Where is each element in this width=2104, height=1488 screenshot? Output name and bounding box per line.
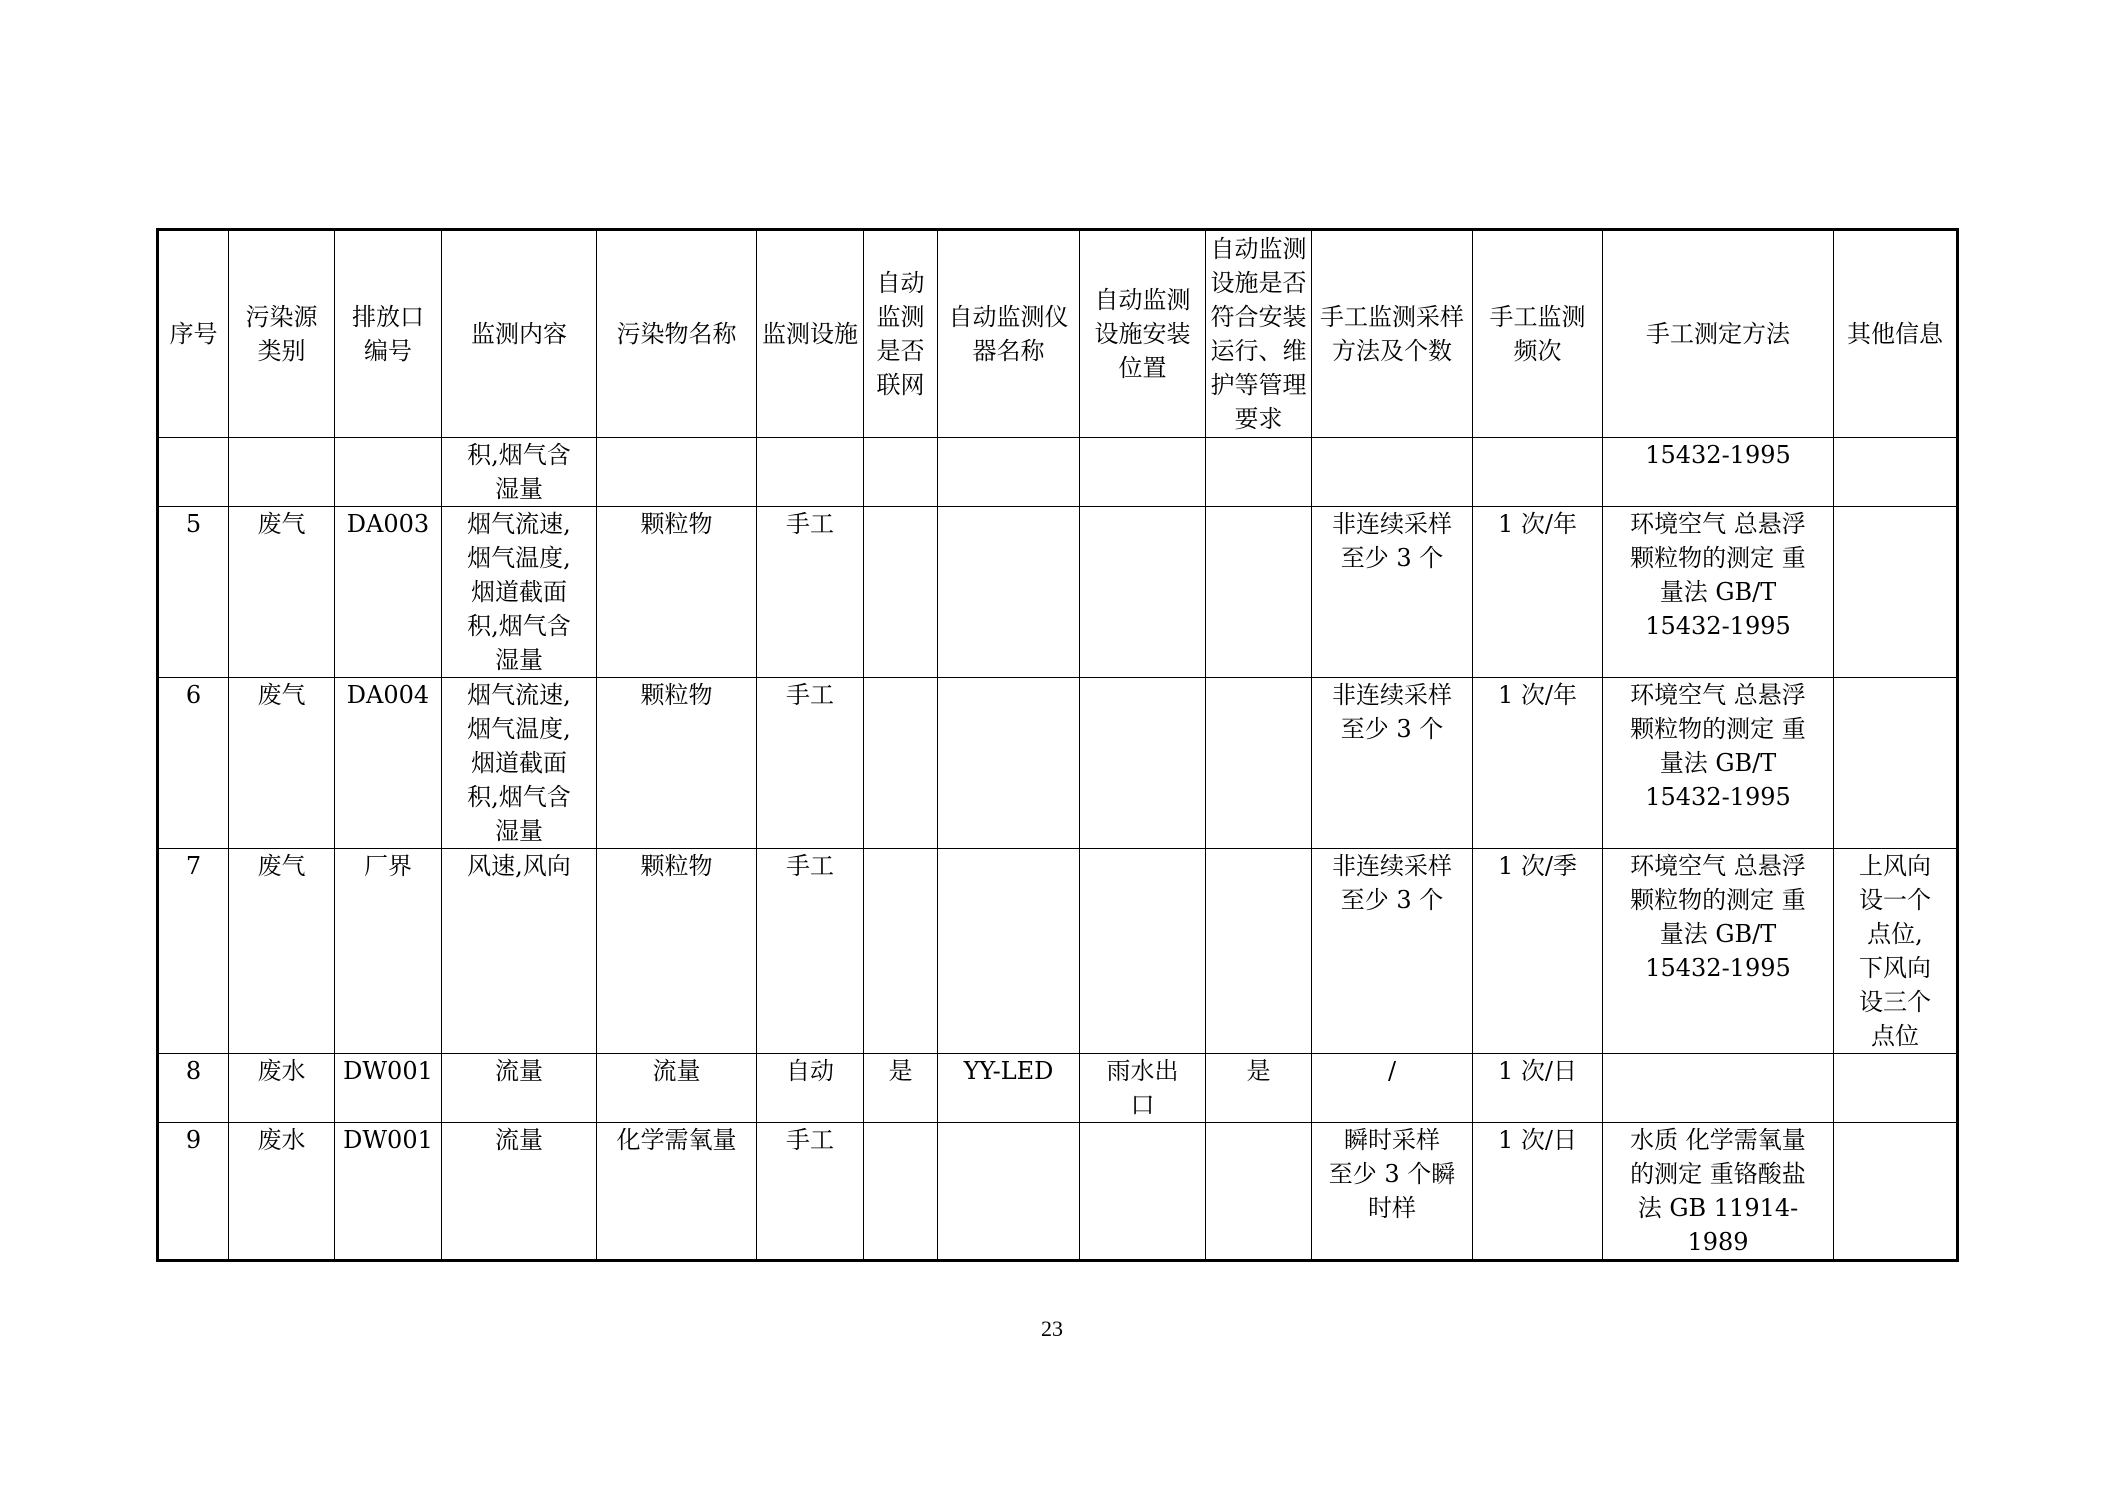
table-cell-text: 废气 bbox=[257, 681, 306, 709]
table-cell bbox=[442, 438, 597, 507]
monitoring-table bbox=[156, 228, 1959, 1262]
table-cell bbox=[335, 849, 442, 1054]
table-cell bbox=[1080, 1123, 1206, 1261]
column-header-label: 其他信息 bbox=[1847, 320, 1943, 348]
column-header bbox=[1834, 230, 1958, 438]
table-cell bbox=[1080, 438, 1206, 507]
table-cell bbox=[229, 678, 335, 849]
table-cell bbox=[757, 678, 864, 849]
table-cell bbox=[1473, 1054, 1603, 1123]
table-cell bbox=[1206, 678, 1312, 849]
table-cell-text: 环境空气 总悬浮 颗粒物的测定 重 量法 GB/T 15432-1995 bbox=[1630, 681, 1806, 811]
table-row bbox=[158, 507, 1958, 678]
table-cell-text: DA004 bbox=[346, 681, 430, 709]
table-cell-text: 烟气流速, 烟气温度, 烟道截面 积,烟气含 湿量 bbox=[467, 510, 571, 674]
table-cell bbox=[442, 678, 597, 849]
column-header bbox=[335, 230, 442, 438]
table-cell-text: 1 次/年 bbox=[1498, 681, 1577, 709]
table-cell-text: 上风向 设一个 点位, 下风向 设三个 点位 bbox=[1859, 852, 1931, 1050]
column-header-label: 手工测定方法 bbox=[1646, 320, 1790, 348]
table-cell bbox=[757, 438, 864, 507]
column-header-label: 自动监测 设施安装 位置 bbox=[1094, 286, 1191, 382]
table-cell bbox=[864, 507, 938, 678]
table-row bbox=[158, 438, 1958, 507]
table-cell-text: / bbox=[1387, 1057, 1397, 1085]
table-cell-text: 环境空气 总悬浮 颗粒物的测定 重 量法 GB/T 15432-1995 bbox=[1630, 510, 1806, 640]
table-cell-text: 颗粒物 bbox=[640, 510, 713, 538]
table-cell-text: 非连续采样 至少 3 个 bbox=[1332, 681, 1452, 743]
table-cell-text: 流量 bbox=[652, 1057, 701, 1085]
table-cell-text: 厂界 bbox=[364, 852, 412, 880]
table-cell-text: 废水 bbox=[257, 1126, 306, 1154]
column-header bbox=[1603, 230, 1834, 438]
table-cell-text: 7 bbox=[185, 852, 202, 880]
table-cell-text: DW001 bbox=[343, 1126, 433, 1154]
table-cell-text: 1 次/季 bbox=[1498, 852, 1577, 880]
table-cell-text: 水质 化学需氧量 的测定 重铬酸盐 法 GB 11914- 1989 bbox=[1630, 1126, 1806, 1256]
table-cell bbox=[864, 849, 938, 1054]
table-cell bbox=[597, 507, 757, 678]
table-cell bbox=[1080, 507, 1206, 678]
table-cell bbox=[229, 438, 335, 507]
column-header-label: 自动监测 设施是否 符合安装 运行、维 护等管理 要求 bbox=[1210, 235, 1307, 433]
table-cell-text: 瞬时采样 至少 3 个瞬 时样 bbox=[1328, 1126, 1456, 1222]
table-cell-text: 颗粒物 bbox=[640, 681, 713, 709]
table-cell bbox=[1834, 849, 1958, 1054]
table-cell-text: 15432-1995 bbox=[1645, 441, 1791, 469]
table-cell bbox=[1206, 507, 1312, 678]
table-cell bbox=[1206, 1123, 1312, 1261]
table-cell bbox=[1603, 1123, 1834, 1261]
table-cell-text: 9 bbox=[185, 1126, 202, 1154]
table-cell bbox=[597, 1054, 757, 1123]
table-cell bbox=[442, 849, 597, 1054]
table-cell bbox=[335, 507, 442, 678]
table-cell bbox=[1312, 678, 1473, 849]
table-cell bbox=[1080, 1054, 1206, 1123]
table-cell bbox=[1312, 507, 1473, 678]
column-header-label: 排放口 编号 bbox=[352, 303, 424, 365]
column-header bbox=[1206, 230, 1312, 438]
table-cell-text: 是 bbox=[888, 1057, 913, 1085]
column-header bbox=[938, 230, 1080, 438]
table-cell bbox=[335, 438, 442, 507]
table-cell bbox=[1473, 1123, 1603, 1261]
table-cell-text: DW001 bbox=[343, 1057, 433, 1085]
table-cell bbox=[229, 507, 335, 678]
table-cell-text: 自动 bbox=[786, 1057, 834, 1085]
table-cell bbox=[1473, 849, 1603, 1054]
table-cell bbox=[864, 1054, 938, 1123]
table-row bbox=[158, 678, 1958, 849]
table-cell bbox=[938, 1054, 1080, 1123]
table-cell bbox=[1206, 438, 1312, 507]
table-cell bbox=[158, 507, 229, 678]
column-header-label: 手工监测 频次 bbox=[1489, 303, 1586, 365]
table-cell-text: 手工 bbox=[786, 510, 834, 538]
table-cell bbox=[442, 1123, 597, 1261]
table-cell-text: 6 bbox=[185, 681, 202, 709]
table-cell bbox=[1834, 678, 1958, 849]
table-cell-text: 是 bbox=[1246, 1057, 1271, 1085]
table-row bbox=[158, 1054, 1958, 1123]
table-cell bbox=[1834, 1123, 1958, 1261]
column-header bbox=[597, 230, 757, 438]
table-cell-text: 化学需氧量 bbox=[616, 1126, 737, 1154]
table-cell bbox=[229, 1054, 335, 1123]
table-cell-text: 1 次/日 bbox=[1498, 1126, 1577, 1154]
table-cell bbox=[1312, 438, 1473, 507]
table-cell bbox=[1473, 678, 1603, 849]
table-cell-text: 流量 bbox=[495, 1126, 543, 1154]
table-cell bbox=[442, 1054, 597, 1123]
table-cell bbox=[229, 849, 335, 1054]
table-cell-text: 废水 bbox=[257, 1057, 306, 1085]
table-cell bbox=[757, 1123, 864, 1261]
table-cell bbox=[1834, 1054, 1958, 1123]
column-header-label: 序号 bbox=[169, 320, 218, 348]
column-header bbox=[1312, 230, 1473, 438]
column-header bbox=[158, 230, 229, 438]
table-cell bbox=[938, 1123, 1080, 1261]
table-cell bbox=[1603, 507, 1834, 678]
table-cell bbox=[158, 849, 229, 1054]
table-row bbox=[158, 849, 1958, 1054]
table-cell bbox=[158, 1123, 229, 1261]
table-cell bbox=[597, 438, 757, 507]
table-cell bbox=[597, 678, 757, 849]
column-header-label: 污染物名称 bbox=[616, 320, 737, 348]
column-header-label: 手工监测采样 方法及个数 bbox=[1320, 303, 1464, 365]
table-cell-text: 非连续采样 至少 3 个 bbox=[1332, 852, 1452, 914]
column-header-label: 监测设施 bbox=[762, 320, 858, 348]
table-cell-text: 风速,风向 bbox=[467, 852, 571, 880]
table-cell-text: 1 次/年 bbox=[1498, 510, 1577, 538]
table-cell bbox=[864, 678, 938, 849]
table-cell bbox=[335, 678, 442, 849]
table-cell bbox=[1312, 1054, 1473, 1123]
table-cell-text: 流量 bbox=[495, 1057, 543, 1085]
table-cell bbox=[1312, 849, 1473, 1054]
table-cell bbox=[1834, 438, 1958, 507]
column-header bbox=[442, 230, 597, 438]
column-header bbox=[1473, 230, 1603, 438]
table-cell bbox=[229, 1123, 335, 1261]
table-cell bbox=[938, 438, 1080, 507]
table-cell-text: 手工 bbox=[786, 681, 834, 709]
table-cell-text: 积,烟气含 湿量 bbox=[467, 441, 571, 503]
table-cell-text: 1 次/日 bbox=[1498, 1057, 1577, 1085]
table-cell bbox=[158, 678, 229, 849]
table-cell bbox=[1603, 438, 1834, 507]
table-body bbox=[158, 438, 1958, 1261]
table-cell-text: 环境空气 总悬浮 颗粒物的测定 重 量法 GB/T 15432-1995 bbox=[1630, 852, 1806, 982]
column-header-label: 监测内容 bbox=[471, 320, 567, 348]
table-cell bbox=[158, 1054, 229, 1123]
table-cell bbox=[158, 438, 229, 507]
column-header bbox=[1080, 230, 1206, 438]
table-cell bbox=[1473, 438, 1603, 507]
table-cell-text: 废气 bbox=[257, 852, 306, 880]
table-cell bbox=[1080, 849, 1206, 1054]
column-header-label: 自动监测仪 器名称 bbox=[948, 303, 1069, 365]
table-cell bbox=[1834, 507, 1958, 678]
column-header-label: 污染源 类别 bbox=[245, 303, 318, 365]
table-cell bbox=[1312, 1123, 1473, 1261]
table-cell-text: DA003 bbox=[346, 510, 430, 538]
page-number: 23 bbox=[1041, 1316, 1063, 1341]
table-cell-text: 手工 bbox=[786, 852, 834, 880]
table-cell bbox=[1080, 678, 1206, 849]
table-cell-text: YY-LED bbox=[963, 1057, 1054, 1085]
table-cell bbox=[938, 849, 1080, 1054]
table-cell bbox=[864, 438, 938, 507]
table-cell bbox=[597, 849, 757, 1054]
table-cell bbox=[1206, 1054, 1312, 1123]
table-cell bbox=[757, 1054, 864, 1123]
table-cell bbox=[597, 1123, 757, 1261]
table-cell bbox=[938, 678, 1080, 849]
table-cell-text: 废气 bbox=[257, 510, 306, 538]
table-row bbox=[158, 1123, 1958, 1261]
table-cell bbox=[864, 1123, 938, 1261]
table-cell-text: 颗粒物 bbox=[640, 852, 713, 880]
table-cell bbox=[1206, 849, 1312, 1054]
table-cell bbox=[335, 1123, 442, 1261]
table-cell-text: 非连续采样 至少 3 个 bbox=[1332, 510, 1452, 572]
column-header bbox=[229, 230, 335, 438]
table-cell-text: 5 bbox=[185, 510, 202, 538]
column-header bbox=[864, 230, 938, 438]
table-cell-text: 手工 bbox=[786, 1126, 834, 1154]
table-cell bbox=[938, 507, 1080, 678]
column-header-label: 自动 监测 是否 联网 bbox=[876, 269, 925, 399]
table-cell bbox=[1603, 849, 1834, 1054]
table-cell bbox=[1603, 678, 1834, 849]
table-cell bbox=[442, 507, 597, 678]
column-header bbox=[757, 230, 864, 438]
table-cell-text: 雨水出 口 bbox=[1106, 1057, 1179, 1119]
table-cell-text: 烟气流速, 烟气温度, 烟道截面 积,烟气含 湿量 bbox=[467, 681, 571, 845]
table-cell-text: 8 bbox=[185, 1057, 202, 1085]
table-cell bbox=[335, 1054, 442, 1123]
table-cell bbox=[757, 507, 864, 678]
table-cell bbox=[1603, 1054, 1834, 1123]
header-row bbox=[158, 230, 1958, 438]
table-cell bbox=[757, 849, 864, 1054]
table-cell bbox=[1473, 507, 1603, 678]
